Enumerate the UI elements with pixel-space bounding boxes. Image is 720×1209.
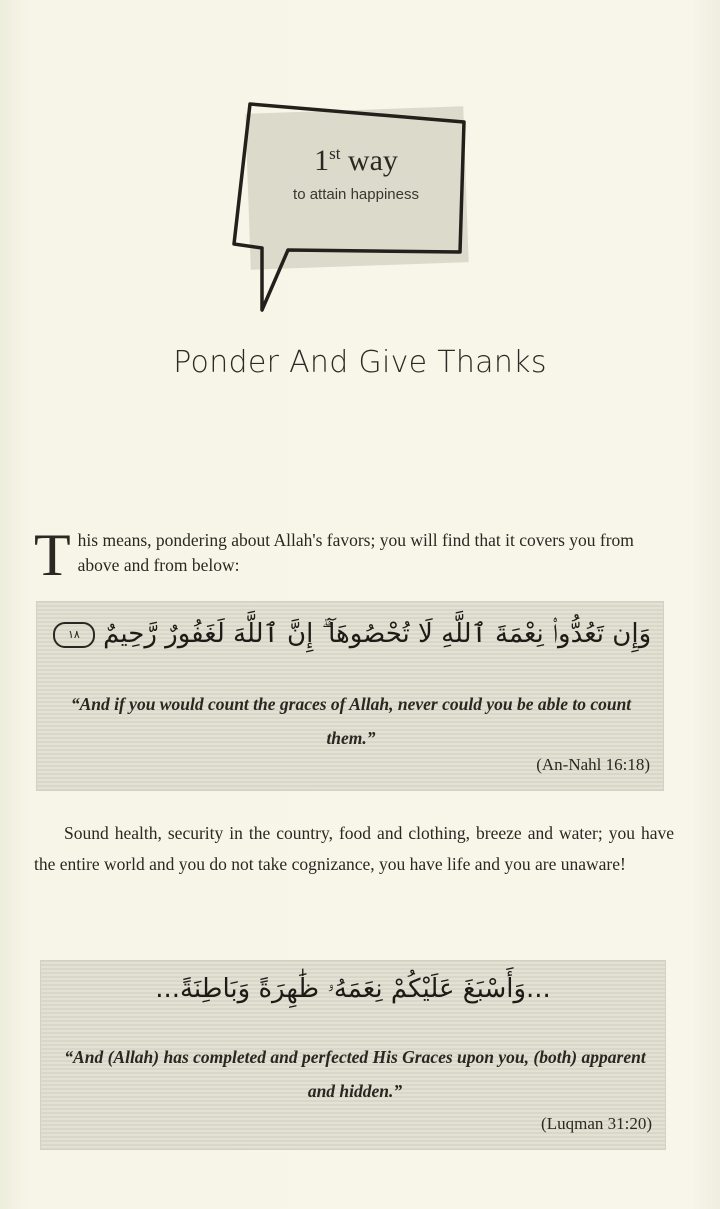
verse-translation: “And if you would count the graces of Allah, never could you be able to count them.” <box>70 694 632 748</box>
way-superscript: st <box>329 144 341 163</box>
speech-bubble-badge <box>228 92 478 322</box>
ayah-number-icon: ١٨ <box>53 622 95 648</box>
way-word: way <box>347 144 398 177</box>
way-number: 1 <box>314 144 330 177</box>
verse-translation: “And (Allah) has completed and perfected His Graces upon you, (both) apparent and hidden.” <box>64 1047 646 1101</box>
verse-reference: (An-Nahl 16:18) <box>536 755 650 774</box>
verse-reference: (Luqman 31:20) <box>541 1114 652 1133</box>
verse-box-an-nahl <box>36 601 664 791</box>
intro-text: his means, pondering about Allah's favors; you will find that it covers you from above and from below: <box>77 530 634 575</box>
body-paragraph: Sound health, security in the country, food and clothing, breeze and water; you have the entire world and you do not take cognizance, you have life and you are unaware! <box>34 823 674 874</box>
speech-bubble-icon <box>228 92 478 322</box>
arabic-verse <box>36 619 664 650</box>
page-title: Ponder And Give Thanks <box>173 345 547 380</box>
intro-paragraph <box>34 522 674 588</box>
drop-cap: T <box>34 522 71 588</box>
arabic-verse-text: وَإِن تَعُدُّوا۟ نِعْمَةَ ٱللَّهِ لَا تُحْصُوهَآ ۗ إِنَّ ٱللَّهَ لَغَفُورٌ رَّحِيمٌ <box>103 619 652 649</box>
arabic-verse: ...وَأَسْبَغَ عَلَيْكُمْ نِعَمَهُۥ ظَٰهِرَةً وَبَاطِنَةً... <box>155 974 551 1004</box>
way-heading <box>250 144 462 178</box>
verse-box-luqman <box>40 960 666 1150</box>
way-subtitle: to attain happiness <box>293 186 419 203</box>
